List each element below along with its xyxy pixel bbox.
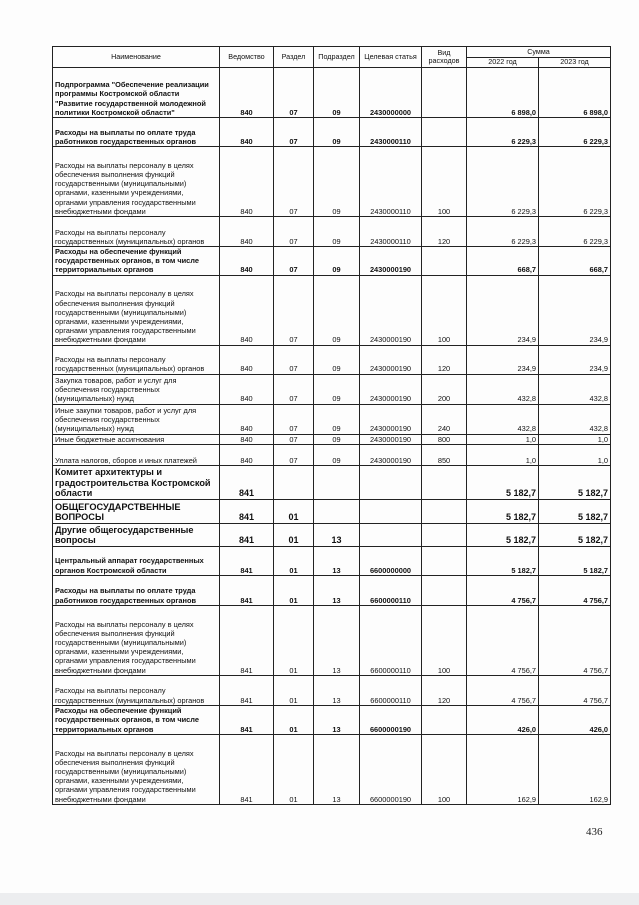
row-sum-2022-cell: 5 182,7 xyxy=(467,499,539,523)
row-dept-cell: 840 xyxy=(220,404,274,434)
table-row xyxy=(53,118,611,147)
col-header-name: Наименование xyxy=(53,47,220,68)
row-sum-2022-cell: 4 756,7 xyxy=(467,575,539,605)
row-sum-2022-cell: 5 182,7 xyxy=(467,546,539,575)
row-kind-cell xyxy=(422,499,467,523)
row-dept-cell: 841 xyxy=(220,705,274,734)
row-target-cell: 2430000190 xyxy=(360,404,422,434)
row-kind-cell xyxy=(422,546,467,575)
row-kind-cell: 120 xyxy=(422,675,467,705)
row-sum-2023-cell: 4 756,7 xyxy=(539,605,611,675)
row-name-cell: Иные бюджетные ассигнования xyxy=(53,434,220,444)
row-target-cell: 2430000190 xyxy=(360,345,422,374)
row-subsection-cell: 09 xyxy=(314,434,360,444)
row-kind-cell: 120 xyxy=(422,345,467,374)
row-subsection-cell: 09 xyxy=(314,118,360,147)
row-subsection-cell: 09 xyxy=(314,444,360,465)
row-target-cell xyxy=(360,465,422,499)
table-row xyxy=(53,217,611,247)
row-sum-2023-cell: 668,7 xyxy=(539,247,611,276)
row-sum-2022-cell: 6 898,0 xyxy=(467,68,539,118)
row-section-cell: 07 xyxy=(274,118,314,147)
row-name-cell: Уплата налогов, сборов и иных платежей xyxy=(53,444,220,465)
row-subsection-cell: 13 xyxy=(314,546,360,575)
scan-bottom-band xyxy=(0,893,639,905)
row-sum-2023-cell: 162,9 xyxy=(539,734,611,804)
row-sum-2022-cell: 5 182,7 xyxy=(467,465,539,499)
row-kind-cell xyxy=(422,523,467,546)
row-target-cell: 2430000190 xyxy=(360,275,422,345)
row-dept-cell: 841 xyxy=(220,546,274,575)
row-name-cell: Расходы на выплаты персоналу в целях обеспечения выполнения функций государственными (муниципальными) органами, казенными учреждениями, органами управления государственными внебюджетными фондами xyxy=(53,605,220,675)
row-name-cell: Закупка товаров, работ и услуг для обеспечения государственных (муниципальных) нужд xyxy=(53,374,220,404)
row-name-cell: Расходы на выплаты персоналу государственных (муниципальных) органов xyxy=(53,217,220,247)
row-target-cell: 6600000110 xyxy=(360,605,422,675)
row-sum-2023-cell: 5 182,7 xyxy=(539,523,611,546)
row-target-cell: 2430000110 xyxy=(360,118,422,147)
row-subsection-cell: 13 xyxy=(314,575,360,605)
col-header-kind: Вид расходов xyxy=(422,47,467,68)
table-row xyxy=(53,546,611,575)
row-target-cell: 6600000110 xyxy=(360,575,422,605)
row-subsection-cell: 13 xyxy=(314,734,360,804)
row-subsection-cell: 09 xyxy=(314,147,360,217)
row-dept-cell: 840 xyxy=(220,147,274,217)
row-sum-2022-cell: 234,9 xyxy=(467,345,539,374)
row-name-cell: Иные закупки товаров, работ и услуг для обеспечения государственных (муниципальных) нужд xyxy=(53,404,220,434)
row-target-cell: 6600000110 xyxy=(360,675,422,705)
row-kind-cell: 100 xyxy=(422,734,467,804)
row-name-cell: Расходы на выплаты персоналу в целях обеспечения выполнения функций государственными (муниципальными) органами, казенными учреждениями, органами управления государственными внебюджетными фондами xyxy=(53,275,220,345)
col-header-section: Раздел xyxy=(274,47,314,68)
row-target-cell: 6600000190 xyxy=(360,734,422,804)
table-row xyxy=(53,499,611,523)
table-row xyxy=(53,68,611,118)
row-sum-2023-cell: 426,0 xyxy=(539,705,611,734)
row-section-cell: 01 xyxy=(274,575,314,605)
row-name-cell: Комитет архитектуры и градостроительства Костромской области xyxy=(53,465,220,499)
row-target-cell: 6600000000 xyxy=(360,546,422,575)
row-kind-cell: 120 xyxy=(422,217,467,247)
row-dept-cell: 840 xyxy=(220,68,274,118)
table-row xyxy=(53,247,611,276)
table-row xyxy=(53,147,611,217)
row-dept-cell: 841 xyxy=(220,499,274,523)
row-sum-2022-cell: 432,8 xyxy=(467,404,539,434)
row-subsection-cell: 09 xyxy=(314,217,360,247)
table-row xyxy=(53,404,611,434)
row-sum-2022-cell: 5 182,7 xyxy=(467,523,539,546)
row-name-cell: Расходы на выплаты персоналу государственных (муниципальных) органов xyxy=(53,675,220,705)
row-dept-cell: 841 xyxy=(220,675,274,705)
row-kind-cell xyxy=(422,465,467,499)
budget-table-body xyxy=(53,68,611,805)
row-section-cell: 07 xyxy=(274,374,314,404)
row-dept-cell: 841 xyxy=(220,734,274,804)
col-header-2023: 2023 год xyxy=(539,58,611,68)
row-target-cell xyxy=(360,499,422,523)
row-section-cell: 07 xyxy=(274,217,314,247)
row-target-cell: 2430000110 xyxy=(360,217,422,247)
table-row xyxy=(53,465,611,499)
row-sum-2023-cell: 6 229,3 xyxy=(539,118,611,147)
row-sum-2023-cell: 4 756,7 xyxy=(539,575,611,605)
row-sum-2023-cell: 234,9 xyxy=(539,275,611,345)
row-subsection-cell xyxy=(314,499,360,523)
row-name-cell: Расходы на выплаты персоналу в целях обеспечения выполнения функций государственными (муниципальными) органами, казенными учреждениями, органами управления государственными внебюджетными фондами xyxy=(53,147,220,217)
row-name-cell: Расходы на обеспечение функций государственных органов, в том числе территориальных органов xyxy=(53,247,220,276)
table-row xyxy=(53,734,611,804)
row-name-cell: Подпрограмма "Обеспечение реализации программы Костромской области "Развитие государственной молодежной политики Костромской области" xyxy=(53,68,220,118)
table-row xyxy=(53,374,611,404)
table-row xyxy=(53,705,611,734)
table-row xyxy=(53,444,611,465)
row-kind-cell: 100 xyxy=(422,275,467,345)
row-subsection-cell xyxy=(314,465,360,499)
row-section-cell: 07 xyxy=(274,404,314,434)
row-dept-cell: 841 xyxy=(220,575,274,605)
row-kind-cell xyxy=(422,705,467,734)
row-section-cell: 01 xyxy=(274,734,314,804)
row-sum-2022-cell: 1,0 xyxy=(467,434,539,444)
row-sum-2023-cell: 6 898,0 xyxy=(539,68,611,118)
row-sum-2022-cell: 6 229,3 xyxy=(467,217,539,247)
row-subsection-cell: 13 xyxy=(314,605,360,675)
row-kind-cell: 200 xyxy=(422,374,467,404)
row-target-cell: 6600000190 xyxy=(360,705,422,734)
row-target-cell: 2430000000 xyxy=(360,68,422,118)
row-kind-cell: 800 xyxy=(422,434,467,444)
row-sum-2022-cell: 668,7 xyxy=(467,247,539,276)
row-subsection-cell: 09 xyxy=(314,345,360,374)
row-dept-cell: 841 xyxy=(220,523,274,546)
row-dept-cell: 841 xyxy=(220,465,274,499)
row-name-cell: Расходы на выплаты по оплате труда работников государственных органов xyxy=(53,575,220,605)
col-header-sum: Сумма xyxy=(467,47,611,58)
row-section-cell: 07 xyxy=(274,434,314,444)
row-target-cell: 2430000190 xyxy=(360,374,422,404)
row-sum-2022-cell: 6 229,3 xyxy=(467,118,539,147)
row-sum-2023-cell: 5 182,7 xyxy=(539,499,611,523)
col-header-target: Целевая статья xyxy=(360,47,422,68)
row-target-cell: 2430000190 xyxy=(360,444,422,465)
row-sum-2023-cell: 1,0 xyxy=(539,444,611,465)
row-sum-2023-cell: 432,8 xyxy=(539,374,611,404)
row-kind-cell: 100 xyxy=(422,147,467,217)
row-subsection-cell: 09 xyxy=(314,275,360,345)
row-sum-2023-cell: 6 229,3 xyxy=(539,147,611,217)
row-sum-2022-cell: 234,9 xyxy=(467,275,539,345)
row-name-cell: Центральный аппарат государственных органов Костромской области xyxy=(53,546,220,575)
col-header-2022: 2022 год xyxy=(467,58,539,68)
row-name-cell: Расходы на выплаты персоналу в целях обеспечения выполнения функций государственными (муниципальными) органами, казенными учреждениями, органами управления государственными внебюджетными фондами xyxy=(53,734,220,804)
row-section-cell: 01 xyxy=(274,605,314,675)
row-kind-cell: 100 xyxy=(422,605,467,675)
row-kind-cell xyxy=(422,247,467,276)
row-section-cell: 07 xyxy=(274,68,314,118)
row-sum-2023-cell: 6 229,3 xyxy=(539,217,611,247)
row-section-cell: 01 xyxy=(274,523,314,546)
row-sum-2022-cell: 6 229,3 xyxy=(467,147,539,217)
row-target-cell: 2430000190 xyxy=(360,247,422,276)
row-target-cell: 2430000110 xyxy=(360,147,422,217)
table-row xyxy=(53,575,611,605)
table-row xyxy=(53,605,611,675)
row-section-cell: 07 xyxy=(274,247,314,276)
row-sum-2022-cell: 432,8 xyxy=(467,374,539,404)
row-dept-cell: 840 xyxy=(220,345,274,374)
row-sum-2023-cell: 4 756,7 xyxy=(539,675,611,705)
row-kind-cell: 850 xyxy=(422,444,467,465)
row-section-cell: 07 xyxy=(274,345,314,374)
row-section-cell: 01 xyxy=(274,546,314,575)
row-dept-cell: 840 xyxy=(220,217,274,247)
row-target-cell xyxy=(360,523,422,546)
table-row xyxy=(53,434,611,444)
row-sum-2022-cell: 426,0 xyxy=(467,705,539,734)
row-sum-2022-cell: 4 756,7 xyxy=(467,675,539,705)
row-dept-cell: 840 xyxy=(220,275,274,345)
row-sum-2023-cell: 234,9 xyxy=(539,345,611,374)
row-subsection-cell: 09 xyxy=(314,247,360,276)
row-name-cell: Расходы на выплаты персоналу государственных (муниципальных) органов xyxy=(53,345,220,374)
row-sum-2023-cell: 5 182,7 xyxy=(539,546,611,575)
row-sum-2022-cell: 162,9 xyxy=(467,734,539,804)
row-sum-2023-cell: 432,8 xyxy=(539,404,611,434)
row-dept-cell: 840 xyxy=(220,118,274,147)
row-dept-cell: 840 xyxy=(220,444,274,465)
page-number: 436 xyxy=(586,826,603,838)
row-subsection-cell: 09 xyxy=(314,68,360,118)
row-subsection-cell: 13 xyxy=(314,675,360,705)
row-subsection-cell: 13 xyxy=(314,523,360,546)
row-name-cell: ОБЩЕГОСУДАРСТВЕННЫЕ ВОПРОСЫ xyxy=(53,499,220,523)
row-sum-2023-cell: 1,0 xyxy=(539,434,611,444)
row-subsection-cell: 13 xyxy=(314,705,360,734)
row-subsection-cell: 09 xyxy=(314,374,360,404)
row-section-cell: 01 xyxy=(274,705,314,734)
row-section-cell: 07 xyxy=(274,147,314,217)
row-sum-2022-cell: 4 756,7 xyxy=(467,605,539,675)
row-dept-cell: 841 xyxy=(220,605,274,675)
row-kind-cell xyxy=(422,575,467,605)
row-sum-2022-cell: 1,0 xyxy=(467,444,539,465)
row-section-cell: 07 xyxy=(274,444,314,465)
row-kind-cell xyxy=(422,118,467,147)
row-kind-cell: 240 xyxy=(422,404,467,434)
table-row xyxy=(53,345,611,374)
row-name-cell: Расходы на обеспечение функций государственных органов, в том числе территориальных органов xyxy=(53,705,220,734)
row-target-cell: 2430000190 xyxy=(360,434,422,444)
row-dept-cell: 840 xyxy=(220,434,274,444)
row-dept-cell: 840 xyxy=(220,374,274,404)
table-row xyxy=(53,275,611,345)
budget-table xyxy=(52,46,611,805)
row-name-cell: Расходы на выплаты по оплате труда работников государственных органов xyxy=(53,118,220,147)
row-kind-cell xyxy=(422,68,467,118)
row-dept-cell: 840 xyxy=(220,247,274,276)
row-section-cell xyxy=(274,465,314,499)
row-section-cell: 01 xyxy=(274,675,314,705)
row-subsection-cell: 09 xyxy=(314,404,360,434)
col-header-subsection: Подраздел xyxy=(314,47,360,68)
row-sum-2023-cell: 5 182,7 xyxy=(539,465,611,499)
row-section-cell: 07 xyxy=(274,275,314,345)
row-name-cell: Другие общегосударственные вопросы xyxy=(53,523,220,546)
row-section-cell: 01 xyxy=(274,499,314,523)
table-row xyxy=(53,675,611,705)
table-row xyxy=(53,523,611,546)
col-header-dept: Ведомство xyxy=(220,47,274,68)
